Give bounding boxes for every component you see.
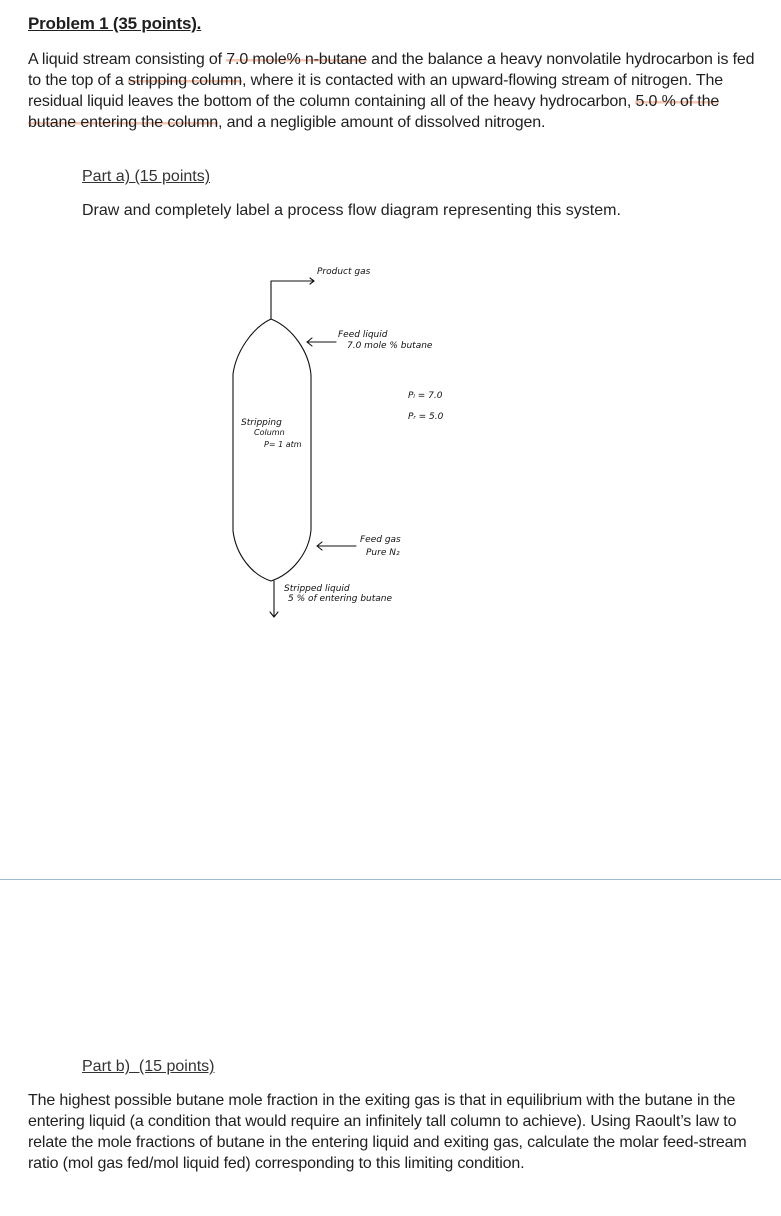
part-a-instruction: Draw and completely label a process flow diagram representing this system. [82, 202, 621, 219]
stripped-liquid-label: Stripped liquid [284, 584, 350, 594]
feed-gas-composition-label: Pure N₂ [366, 548, 400, 558]
column-outline [233, 319, 311, 581]
column-name-label: Stripping [241, 418, 282, 428]
feed-liquid-label: Feed liquid [338, 330, 388, 340]
ratio-label-2: Pᵣ = 5.0 [408, 412, 444, 422]
ratio-label-1: Pₗ = 7.0 [408, 391, 443, 401]
intro-text-4: , and a negligible amount of dissolved nitrogen. [218, 114, 546, 131]
part-b-instruction: The highest possible butane mole fraction in the exiting gas is that in equilibrium with the butane in the entering liquid (a condition that would require an infinitely tall column to achieve). Using Raoult’s law to relate the mole fractions of butane in the entering liquid and exiting gas, calculate the molar feed-stream ratio (mol gas fed/mol liquid fed) corresponding to this limiting condition. [28, 1092, 747, 1172]
highlight-stripping-column: stripping column [127, 72, 243, 89]
column-word-label: Column [254, 428, 285, 437]
process-flow-sketch [0, 240, 781, 640]
feed-gas-label: Feed gas [360, 535, 401, 545]
intro-text-1: A liquid stream consisting of [28, 51, 227, 68]
process-flow-diagram [0, 240, 781, 640]
column-pressure-label: P= 1 atm [264, 440, 302, 449]
intro-text-3: , where it is contacted with an upward-flowing stream of nitrogen. The residual liquid leaves the bottom of the column containing all of the heavy hydrocarbon, [28, 72, 724, 110]
highlight-butane-residual: 5.0 % of the butane entering the column [28, 93, 720, 131]
stripped-liquid-composition-label: 5 % of entering butane [288, 594, 393, 604]
highlight-butane-fraction: 7.0 mole% n-butane [226, 51, 367, 68]
section-divider [0, 879, 781, 880]
problem-title: Problem 1 (35 points). [28, 14, 202, 33]
part-a-heading: Part a) (15 points) [82, 168, 211, 185]
intro-text-2: and the balance a heavy nonvolatile hydrocarbon is fed to the top of a [28, 51, 755, 89]
product-gas-label: Product gas [317, 267, 371, 277]
feed-liquid-composition-label: 7.0 mole % butane [347, 341, 433, 351]
problem-statement [28, 49, 758, 133]
product-gas-line [271, 281, 314, 319]
part-b-heading: Part b) (15 points) [82, 1058, 215, 1075]
